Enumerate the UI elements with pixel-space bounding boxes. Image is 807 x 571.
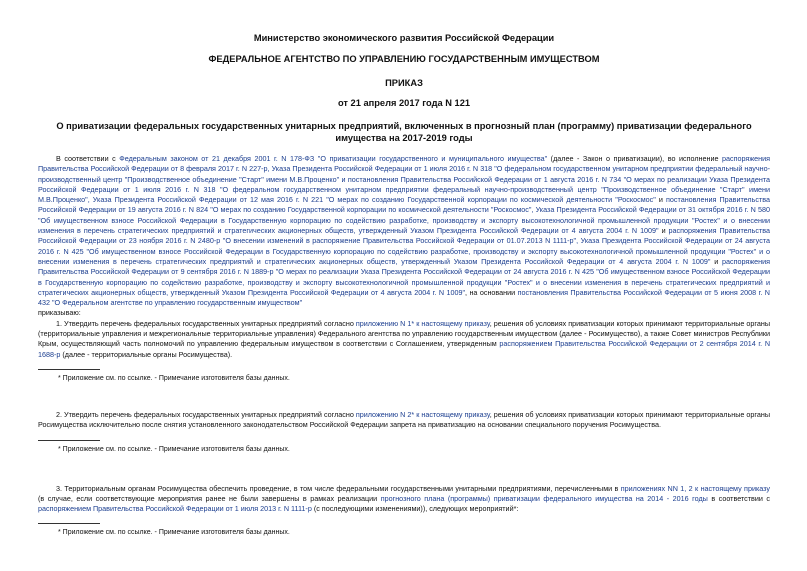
- spacer: [38, 384, 770, 410]
- link-appendix-1[interactable]: приложению N 1* к настоящему приказу: [355, 318, 490, 328]
- link-resolution-824[interactable]: постановления Правительства Российской Федерации от 19 августа 2016 г. N 824 "О мерах по созданию Государственной корпорации по космической деятельности "Роскосмос", Указа Президента Российской Федерации от 31 октября 2016 г. N 580 "Об имущественном взносе Российской Федерации в Государственную корпорацию по содействию разработке, производству и экспорту высокотехнологичной промышленной продукции "Ростех" и о внесении изменения в перечень стратегических предприятий и стратегических акционерных обществ, утвержденный Указом Президента Российской Федерации от 4 августа 2004 г. N 1009": [38, 195, 770, 236]
- item-3-text: 3. Территориальным органам Росимущества обеспечить проведение, в том числе федеральными государственными унитарными предприятиями, перечисленными в: [56, 483, 621, 493]
- link-appendices-1-2[interactable]: приложениях NN 1, 2 к настоящему приказу: [620, 483, 770, 493]
- item-2-text: 2. Утвердить перечень федеральных государственных унитарных предприятий согласно: [56, 409, 356, 419]
- preamble-text: и: [655, 195, 666, 205]
- item-1-text: 1. Утвердить перечень федеральных государственных унитарных предприятий согласно: [56, 318, 356, 328]
- item-3-text: (с последующими изменениями)), следующих мероприятий*:: [311, 504, 519, 514]
- item-3-paragraph: [38, 484, 770, 515]
- item-2-paragraph: [38, 410, 770, 431]
- document-title: О приватизации федеральных государственных унитарных предприятий, включенных в прогнозный план (программу) приватизации федерального имущества на 2017-2019 годы: [56, 121, 752, 143]
- footnote-divider: [38, 523, 100, 524]
- link-federal-law[interactable]: Федеральным законом от 21 декабря 2001 г. N 178-ФЗ "О приватизации государственного и муниципального имущества": [119, 154, 548, 163]
- footnote-3: * Приложение см. по ссылке. - Примечание изготовителя базы данных.: [58, 529, 290, 537]
- item-1-paragraph: [38, 319, 770, 360]
- link-decree-1688[interactable]: распоряжением Правительства Российской Федерации от 2 сентября 2014 г. N 1688-р: [38, 339, 771, 359]
- footnote-divider: [38, 440, 100, 441]
- preamble-text: и: [658, 226, 669, 236]
- item-3-text: (в случае, если соответствующие мероприятия ранее не были завершены в рамках реализации: [38, 493, 381, 503]
- footnote-1: * Приложение см. по ссылке. - Примечание изготовителя базы данных.: [58, 374, 290, 382]
- link-decree-1111[interactable]: распоряжением Правительства Российской Федерации от 1 июля 2013 г. N 1111-р: [38, 504, 312, 514]
- link-government-decree-227[interactable]: распоряжения Правительства Российской Федерации от 8 февраля 2017 г. N 227-р, Указа Президента Российской Федерации от 1 июля 2016 г. N 318 "О федеральном государственном унитарном предприятии федеральный научно-производственный центр "Производственное объединение "Старт" имени М.В.Проценко" и постановления Правительства Российской Федерации от 1 августа 2016 г. N 734 "О мерах по реализации Указа Президента Российской Федерации от 1 июля 2016 г. N 318 "О федеральном государственном унитарном предприятии федеральный научно-производственный центр "Производственное объединение "Старт" имени М.В.Проценко", Указа Президента Российской Федерации от 12 мая 2016 г. N 221 "О мерах по созданию Государственной корпорации по космической деятельности "Роскосмос": [38, 154, 770, 205]
- document-page: [38, 32, 770, 538]
- footnote-2: * Приложение см. по ссылке. - Примечание изготовителя базы данных.: [58, 445, 290, 453]
- link-resolution-432[interactable]: постановления Правительства Российской Федерации от 5 июня 2008 г. N 432 "О Федеральном агентстве по управлению государственным имуществом": [38, 287, 770, 308]
- document-body: [38, 154, 770, 538]
- ministry-name: Министерство экономического развития Российской Федерации: [253, 33, 555, 43]
- item-3-text: в соответствии с: [707, 493, 770, 503]
- preamble-text: , на основании: [465, 287, 518, 297]
- link-appendix-2[interactable]: приложению N 2* к настоящему приказу: [355, 409, 490, 419]
- footnote-divider: [38, 369, 100, 370]
- document-type: ПРИКАЗ: [385, 78, 423, 88]
- item-1-text: (далее - территориальные органы Росимущества).: [60, 349, 233, 359]
- preamble-paragraph: [38, 154, 770, 308]
- preamble-text: и: [710, 256, 723, 266]
- link-decree-2480[interactable]: распоряжения Правительства Российской Федерации от 23 ноября 2016 г. N 2480-р "О внесении изменений в распоряжение Правительства Российской Федерации от 01.07.2013 N 1111-р", Указа Президента Российской Федерации от 24 августа 2016 г. N 425 "Об имущественном взносе Российской Федерации в Государственную корпорацию по содействию разработке, производству и экспорту высокотехнологичной промышленной продукции "Ростех" и о внесении изменения в перечень стратегических предприятий и стратегических акционерных обществ, утвержденный Указом Президента Российской Федерации от 4 августа 2004 г. N 1009": [38, 226, 770, 266]
- preamble-text: В соответствии с: [56, 154, 120, 163]
- agency-name: ФЕДЕРАЛЬНОЕ АГЕНТСТВО ПО УПРАВЛЕНИЮ ГОСУДАРСТВЕННЫМ ИМУЩЕСТВОМ: [208, 54, 600, 64]
- order-word: приказываю:: [38, 308, 81, 318]
- spacer: [38, 455, 770, 484]
- item-2-text: , решения об условиях приватизации которых принимают территориальные органы Росимущества исключительно после снятия установленного законодательством Российской Федерации запрета на приватизацию на основании специального поручения Росимущества.: [38, 409, 770, 430]
- link-privatization-plan[interactable]: прогнозного плана (программы) приватизации федерального имущества на 2014 - 2016 годы: [380, 493, 708, 503]
- item-1-text: , решения об условиях приватизации которых принимают территориальные органы (территориальные управления и межрегиональные территориальные управления) Федерального агентства по управлению государственным имуществом (далее - Росимущество), а также Совет министров Республики Крым, осуществляющий часть полномочий по управлению федеральным имуществом в соответствии с Соглашением, утвержденным: [38, 318, 770, 349]
- document-date-number: от 21 апреля 2017 года N 121: [337, 98, 471, 108]
- preamble-text: (далее - Закон о приватизации), во исполнение: [547, 154, 723, 163]
- link-decree-1889[interactable]: распоряжения Правительства Российской Федерации от 9 сентября 2016 г. N 1889-р "О мерах по реализации Указа Президента Российской Федерации от 24 августа 2016 г. N 425 "Об имущественном взносе Российской Федерации в Государственную корпорацию по содействию разработке, производству и экспорту высокотехнологичной промышленной продукции "Ростех" и о внесении изменения в перечень стратегических предприятий и стратегических акционерных обществ, утвержденный Указом Президента Российской Федерации от 4 августа 2004 г. N 1009": [38, 256, 770, 297]
